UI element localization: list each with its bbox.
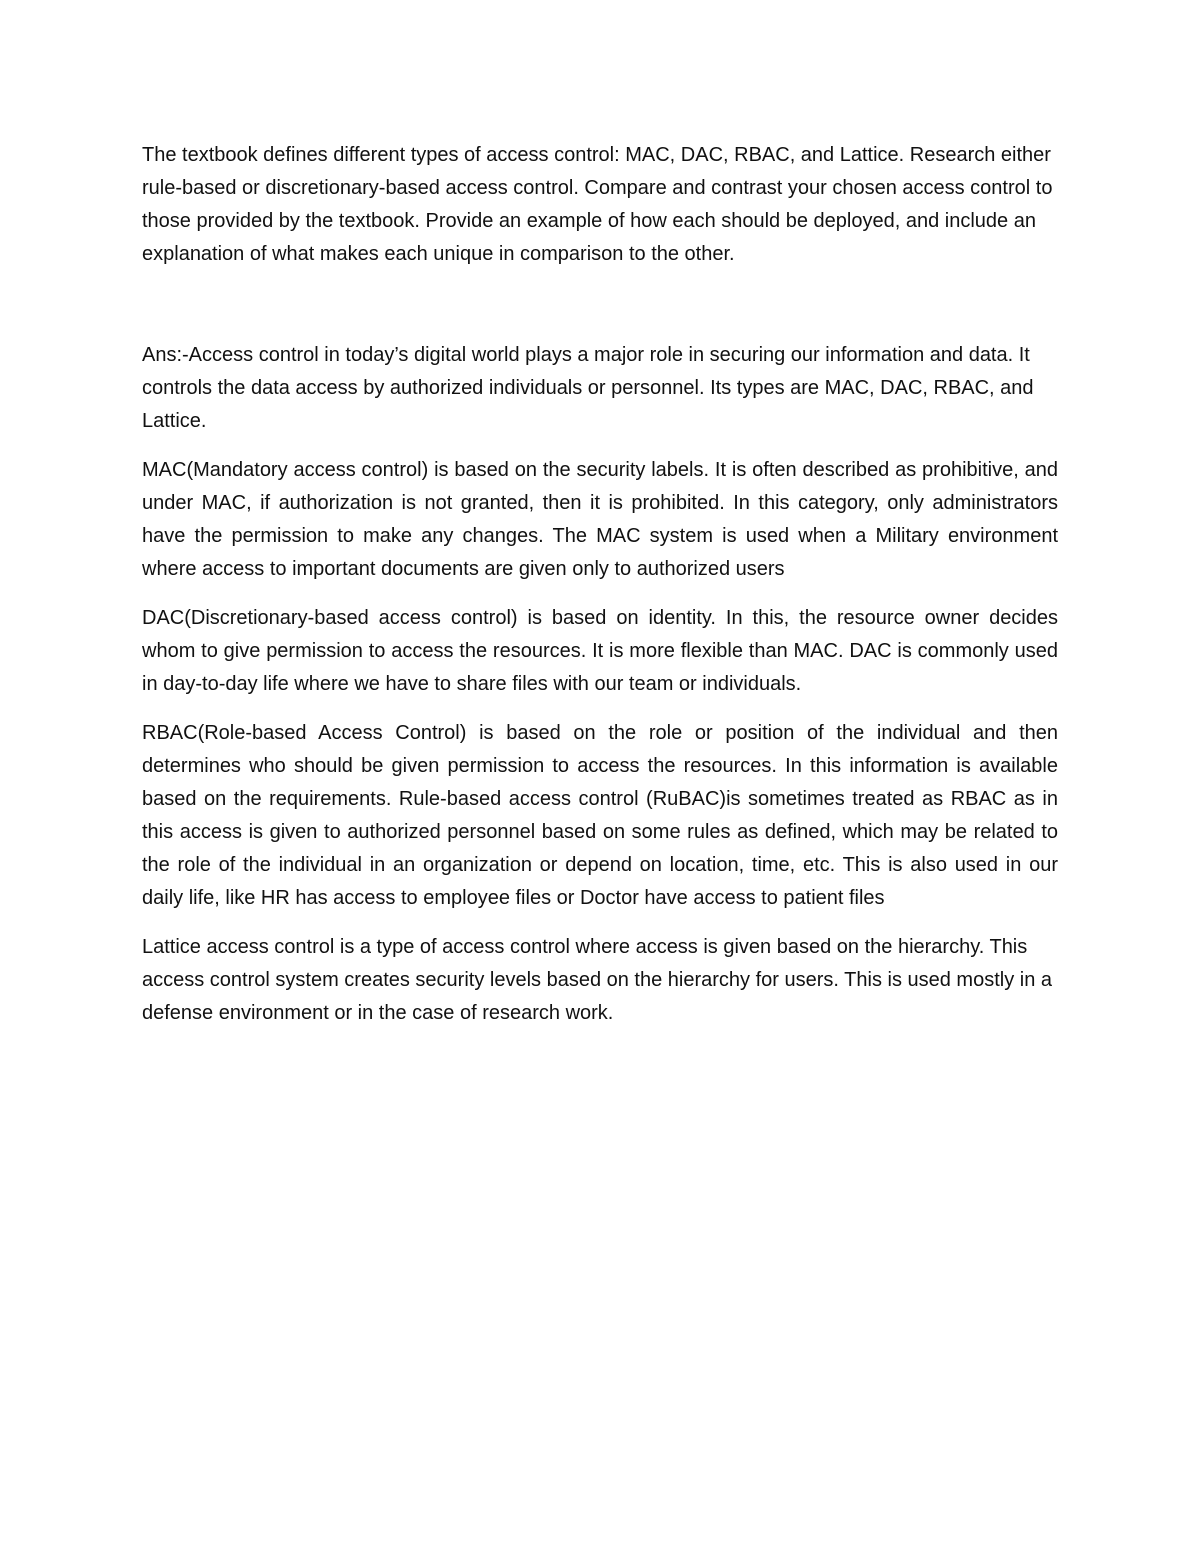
mac-paragraph: MAC(Mandatory access control) is based on the security labels. It is often described as prohibitive, and under MAC, if authorization is not granted, then it is prohibited. In this category, only administrators have the permission to make any changes. The MAC system is used when a Military environment where access to important documents are given only to authorized users bbox=[142, 459, 1058, 580]
document-body bbox=[142, 139, 1058, 1030]
assignment-prompt: The textbook defines different types of access control: MAC, DAC, RBAC, and Lattice. Research either rule-based or discretionary-based access control. Compare and contrast your chosen access control to those provided by the textbook. Provide an example of how each should be deployed, and include an explanation of what makes each unique in comparison to the other. bbox=[142, 144, 1053, 265]
dac-paragraph: DAC(Discretionary-based access control) is based on identity. In this, the resource owner decides whom to give permission to access the resources. It is more flexible than MAC. DAC is commonly used in day-to-day life where we have to share files with our team or individuals. bbox=[142, 607, 1058, 695]
answer-intro-paragraph: Ans:-Access control in today’s digital world plays a major role in securing our information and data. It controls the data access by authorized individuals or personnel. Its types are MAC, DAC, RBAC, and Lattice. bbox=[142, 344, 1034, 432]
rbac-paragraph: RBAC(Role-based Access Control) is based on the role or position of the individual and then determines who should be given permission to access the resources. In this information is available based on the requirements. Rule-based access control (RuBAC)is sometimes treated as RBAC as in this access is given to authorized personnel based on some rules as defined, which may be related to the role of the individual in an organization or depend on location, time, etc. This is also used in our daily life, like HR has access to employee files or Doctor have access to patient files bbox=[142, 722, 1058, 909]
lattice-paragraph: Lattice access control is a type of access control where access is given based on the hierarchy. This access control system creates security levels based on the hierarchy for users. This is used mostly in a defense environment or in the case of research work. bbox=[142, 936, 1053, 1024]
